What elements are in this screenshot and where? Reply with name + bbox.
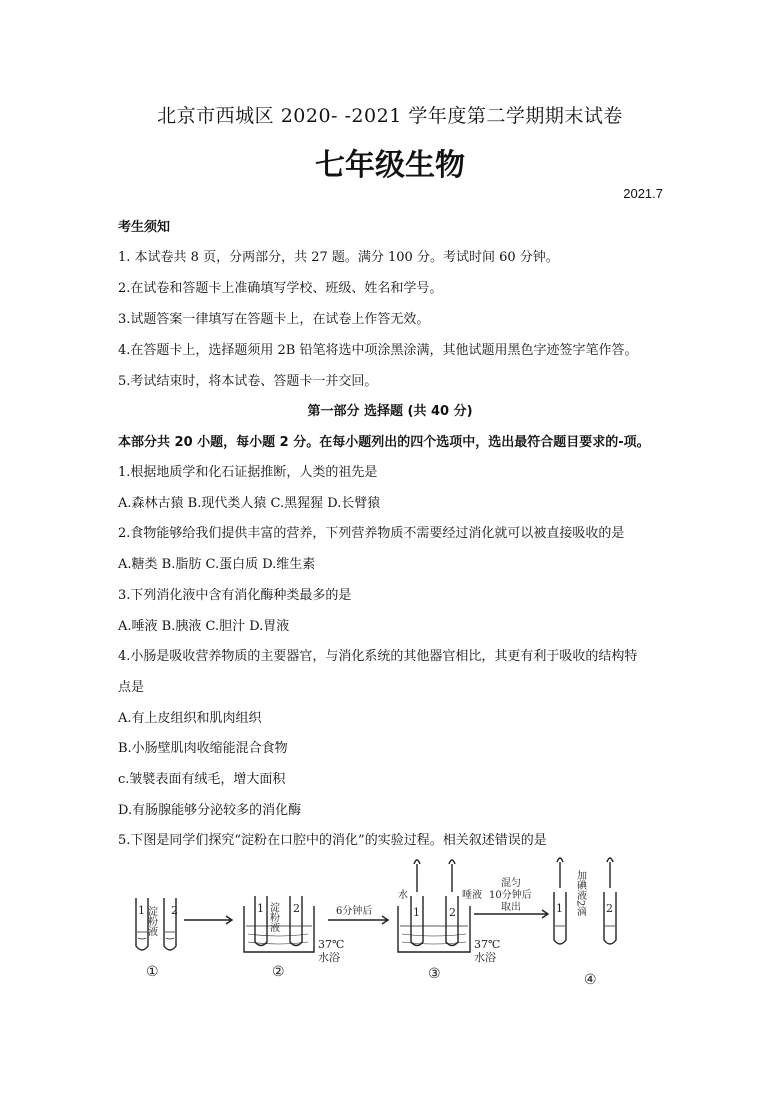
option-b: B.小肠壁肌肉收缩能混合食物 — [118, 741, 288, 756]
question-stem: 3.下列消化液中含有消化酶种类最多的是 — [118, 588, 352, 603]
option-c: c.皱襞表面有绒毛，增大面积 — [118, 772, 286, 787]
notice-item: 3.试题答案一律填写在答题卡上，在试卷上作答无效。 — [118, 312, 430, 327]
dropper-icon — [557, 858, 563, 888]
tube-1-label: 1 — [138, 904, 145, 917]
tube-2-label: 2 — [606, 902, 613, 915]
option-d: D.有肠腺能够分泌较多的消化酶 — [118, 803, 302, 818]
step-time-1: 6分钟后 — [336, 906, 373, 917]
question-stem-cont: 点是 — [118, 680, 145, 695]
question-options: A.糖类 B.脂肪 C.蛋白质 D.维生素 — [118, 557, 316, 572]
question-stem: 5.下图是同学们探究“淀粉在口腔中的消化”的实验过程。相关叙述错误的是 — [118, 833, 547, 848]
notice-item: 5.考试结束时，将本试卷、答题卡一并交回。 — [118, 374, 378, 389]
stage-2-beaker — [244, 896, 344, 980]
exam-title: 北京市西城区 2020- -2021 学年度第二学期期末试卷 — [157, 105, 623, 127]
tube-1-label: 1 — [556, 902, 563, 915]
arrow-icon — [328, 916, 388, 924]
dropper-icon — [449, 860, 455, 892]
starch-label: 淀粉液 — [145, 906, 157, 936]
stage-4-tubes — [554, 858, 616, 988]
bath-label: 水浴 — [474, 951, 496, 964]
stage-1-tubes — [136, 898, 178, 980]
step-mix: 混匀 — [501, 878, 521, 889]
notice-heading: 考生须知 — [118, 220, 171, 235]
option-a: A.有上皮组织和肌肉组织 — [118, 711, 262, 726]
exam-date: 2021.7 — [623, 186, 663, 201]
step-time-2: 10分钟后 — [489, 890, 532, 901]
question-stem: 4.小肠是吸收营养物质的主要器官，与消化系统的其他器官相比，其更有利于吸收的结构特 — [118, 649, 638, 664]
dropper-icon — [414, 860, 420, 892]
exam-subject: 七年级生物 — [315, 148, 465, 183]
notice-item: 2.在试卷和答题卡上准确填写学校、班级、姓名和学号。 — [118, 281, 443, 296]
tube-2-label: 2 — [449, 906, 456, 919]
iodine-label: 加碘液2滴 — [574, 870, 586, 917]
question-stem: 1.根据地质学和化石证据推断，人类的祖先是 — [118, 465, 378, 480]
stage-4-label: ④ — [584, 972, 597, 988]
notice-item: 4.在答题卡上，选择题须用 2B 铅笔将选中项涂黑涂满，其他试题用黑色字迹签字笔作答。 — [118, 343, 638, 358]
dropper-icon — [607, 858, 613, 888]
part1-instruction: 本部分共 20 小题，每小题 2 分。在每小题列出的四个选项中，选出最符合题目要求的-项。 — [118, 435, 650, 450]
stage-2-label: ② — [272, 964, 285, 980]
saliva-label: 唾液 — [462, 890, 482, 901]
arrow-icon — [184, 916, 232, 924]
step-remove: 取出 — [501, 902, 521, 913]
tube-2-label: 2 — [293, 902, 300, 915]
bath-label: 水浴 — [318, 951, 340, 964]
question-options: A.唾液 B.胰液 C.胆汁 D.胃液 — [118, 619, 290, 634]
tube-2-label: 2 — [171, 904, 178, 917]
tube-1-label: 1 — [257, 902, 264, 915]
notice-item: 1. 本试卷共 8 页，分两部分，共 27 题。满分 100 分。考试时间 60 分钟。 — [118, 250, 559, 265]
stage-3-beaker — [398, 860, 500, 982]
question-options: A.森林古猿 B.现代类人猿 C.黑猩猩 D.长臂猿 — [118, 496, 381, 511]
part1-heading: 第一部分 选择题 (共 40 分) — [307, 404, 473, 419]
starch-label: 淀粉液 — [267, 902, 279, 932]
experiment-figure — [118, 854, 638, 998]
tube-1-label: 1 — [413, 906, 420, 919]
bath-temp-label: 37℃ — [318, 938, 345, 951]
stage-1-label: ① — [146, 964, 159, 980]
question-stem: 2.食物能够给我们提供丰富的营养，下列营养物质不需要经过消化就可以被直接吸收的是 — [118, 526, 625, 541]
stage-3-label: ③ — [428, 966, 441, 982]
bath-temp-label: 37℃ — [474, 938, 501, 951]
water-label: 水 — [398, 890, 408, 901]
